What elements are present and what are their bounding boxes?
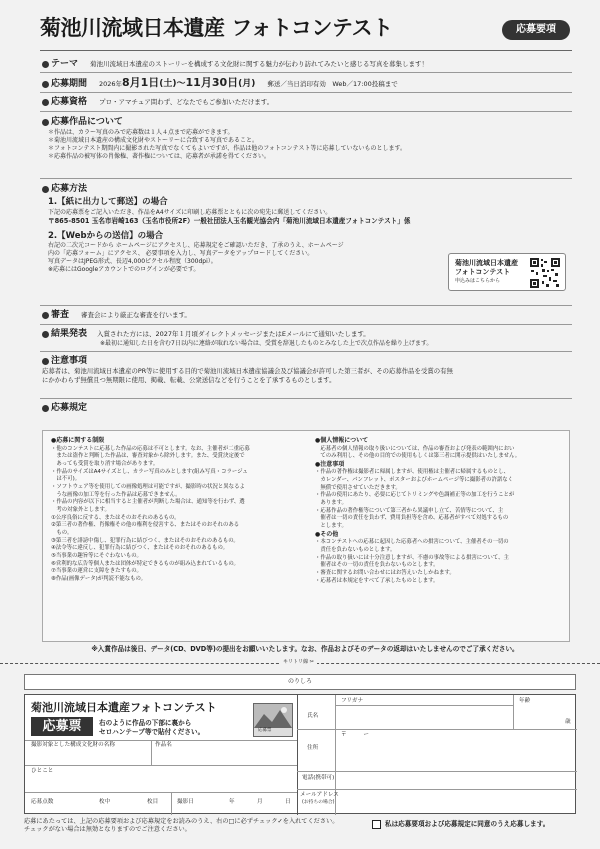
attach-example-image: [253, 703, 293, 737]
rules-right-column: [315, 437, 565, 585]
rule-line: ②第三者の著作権、肖像権その他の権利を侵害する、またはそのおそれのある: [51, 522, 240, 529]
rule-line: ⑧作品(画像データ)が判読不能なもの。: [51, 575, 147, 582]
divider: [40, 398, 572, 399]
theme-row: [42, 58, 570, 70]
rules-label: 応募規定: [51, 403, 88, 413]
name-label: 氏名: [307, 713, 319, 719]
data-submission-notice: ※入賞作品は後日、データ(CD、DVD等)の提出をお願いいたします。なお、作品およびそのデータの返却はいたしませんのでご了承ください。: [91, 645, 519, 653]
rule-line: ①公序良俗に反する、またはそのおそれのあるもの。: [51, 514, 180, 521]
email-field[interactable]: [337, 791, 575, 813]
photo-example-icon: [254, 704, 292, 728]
bullet-icon: [42, 99, 49, 106]
period-end-date: 11月30日: [185, 76, 239, 89]
scissors-icon: ✂: [309, 659, 314, 665]
cut-line-label: [280, 659, 317, 666]
count-sheet-label: 枚目: [147, 799, 159, 805]
name-field[interactable]: [337, 707, 511, 727]
age-unit: 歳: [565, 719, 571, 725]
web-heading: 2.【Webからの送信】の場合: [48, 230, 164, 241]
comment-label: ひとこと: [31, 768, 54, 774]
address-field[interactable]: [337, 741, 575, 769]
divider: [25, 765, 297, 766]
count-label: 応募点数: [31, 799, 54, 805]
results-label: 結果発表: [51, 329, 88, 339]
method-label: 応募方法: [51, 184, 88, 194]
bullet-icon: [42, 81, 49, 88]
divider: [297, 771, 577, 772]
qr-card[interactable]: [448, 253, 566, 291]
furigana-label: フリガナ: [341, 698, 364, 704]
rules-heading-row: [42, 402, 570, 414]
works-label: 応募作品について: [51, 117, 123, 127]
cautions-label: 注意事項: [51, 356, 88, 366]
rule-line: もの。: [51, 529, 73, 536]
judging-text: 審査会により厳正な審査を行います。: [80, 311, 191, 319]
page-title: 菊池川流域日本遺産 フォトコンテスト: [40, 16, 393, 40]
rule-line: カレンダー、パンフレット、ポスターおよびホームページ等に撮影者の許諾なく: [315, 477, 514, 484]
qr-subtitle: フォトコンテスト: [455, 268, 511, 277]
divider: [40, 111, 572, 112]
cautions-section: [42, 355, 570, 384]
results-text: 入賞された方には、2027年１月頃ダイレクトメッセージまたはEメールにて通知いたします。: [97, 330, 370, 338]
rule-line: ・本コンテストへの応募に起因した応募者への損害について、主催者その一切の: [315, 539, 509, 546]
subject-label: 撮影対象とした構成文化財の名称: [31, 742, 115, 748]
rule-line: 催者はその一切の責任を負わないものとします。: [315, 562, 439, 569]
cut-label-text: キリトリ線: [283, 659, 309, 665]
paper-line: 下記の応募票をご記入いただき、作品をA4サイズに印刷し応募票とともに次の宛先に郵送してください。: [48, 208, 332, 216]
rules-left-column: [51, 437, 309, 584]
qr-note: 申込みはこちらから: [455, 277, 501, 284]
qr-card-text: [455, 259, 518, 285]
bullet-icon: [42, 312, 49, 319]
theme-label: テーマ: [51, 59, 79, 69]
work-name-label: 作品名: [155, 742, 172, 748]
divider: [297, 729, 577, 730]
rule-line: てのみ利用し、その他の目的での使用もしくは第三者に開示提供はいたしません。: [315, 453, 521, 460]
rules-left-heading: ●応募に関する制限: [51, 437, 105, 444]
work-name-field[interactable]: [160, 744, 295, 762]
bullet-icon: [42, 405, 49, 412]
footer-line: チェックがない場合は無効となりますのでご注意ください。: [24, 826, 191, 834]
example-stamp-label: 応募票: [258, 727, 272, 733]
rule-line: ・作品の内容が以下に相当すると主催者が判断した場合は、通知等を行わず、選: [51, 499, 245, 506]
mailing-address: 〒865-8501 玉名市岩崎163（玉名市役所2F）一般社団法人玉名観光協会内「菊池川流域日本遺産フォトコンテスト」係: [48, 216, 411, 225]
paper-heading: 1.【紙に出力して郵送】の場合: [48, 197, 168, 208]
eligibility-label: 応募資格: [51, 97, 88, 107]
period-start-date: 8月1日: [121, 76, 160, 89]
period-year: 2026年: [98, 80, 122, 88]
rule-line: ・作品の取り扱いには十分注意しますが、不慮の事故等による損害について、主: [315, 554, 509, 561]
age-label: 年齢: [519, 698, 531, 704]
rule-line: または盗作と判断した作品は、審査対象から除外します。また、受賞決定後で: [51, 453, 245, 460]
bullet-icon: [42, 119, 49, 126]
rule-line: 考の対象外とします。: [51, 506, 110, 513]
subject-field[interactable]: [29, 751, 149, 763]
agree-checkbox[interactable]: [372, 820, 381, 829]
theme-text: 菊池川流域日本遺産のストーリーを構成する文化財に関する魅力が伝わり訪れてみたいと感じる写真を募集します！: [89, 60, 428, 68]
bullet-icon: [42, 61, 49, 68]
address-label: 住所: [307, 745, 319, 751]
form-title: 菊池川流域日本遺産フォトコンテスト: [31, 701, 217, 714]
rule-line: ⑥営利的な広告等個人または団体が特定できるものが組み込まれているもの。: [51, 560, 239, 567]
results-note: ※最初に通知した日を含む7日以内に連絡が取れない場合は、受賞を辞退したものとみなした上で次点作品を繰り上げます。: [100, 340, 433, 348]
period-start-day: (土)〜: [159, 79, 186, 89]
rule-line: ・応募作品の著作権等について第三者から異議申し立て、苦情等について、主: [315, 507, 504, 514]
eligibility-row: [42, 96, 570, 108]
rule-line: ・ソフトウェア等を使用しての画像処理は可能ですが、撮影時の状況と異なるよ: [51, 483, 245, 490]
rule-line: ④法令等に違反し、犯罪行為に結びつく、またはそのおそれのあるもの。: [51, 545, 229, 552]
eligibility-text: プロ・アマチュア問わず、どなたでもご参加いただけます。: [98, 98, 274, 106]
other-heading: ●その他: [315, 530, 339, 538]
works-item: ＊作品は、カラー写真のみで応募数は１人４点まで応募ができます。: [48, 129, 234, 137]
divider: [40, 324, 572, 325]
instruction-line: 右のように作品の下部に裏から: [99, 719, 192, 727]
rule-line: とします。: [315, 523, 347, 530]
rule-line: あっても受賞を取り消す場合があります。: [51, 460, 159, 467]
email-sub-label: (お持ちの場合): [302, 800, 335, 805]
works-section: [42, 116, 570, 162]
period-note: 郵送／当日消印有効 Web／17:00投稿まで: [267, 80, 398, 88]
divider: [171, 792, 172, 815]
web-line: 内の「応募フォーム」にアクセス、 必要事項を入力し、写真データをアップロードしてください。: [48, 250, 314, 258]
divider: [25, 792, 297, 793]
rule-line: ・作品の著作権は撮影者に帰属しますが、使用権は主催者に帰属するものとし、: [315, 469, 510, 476]
divider: [40, 305, 572, 306]
guidelines-badge: 応募要項: [502, 20, 570, 40]
phone-label: 電話(携帯可): [302, 775, 335, 781]
divider: [40, 178, 572, 179]
rule-line: 催者は一切の責任を負わず、費用負担等を含め、応募者がすべて対処するもの: [315, 515, 509, 522]
form-instructions: [99, 719, 204, 736]
rule-line: ・審査に関するお問い合わせにはお答えいたしかねます。: [315, 569, 455, 576]
header: [40, 14, 570, 44]
divider: [40, 92, 572, 93]
comment-field[interactable]: [29, 775, 295, 790]
notes-heading: ●注意事項: [315, 460, 345, 468]
bullet-icon: [42, 331, 49, 338]
rule-line: ・作品のサイズはA4サイズとし、カラー写真のみとします(組み写真・コラージュ: [51, 468, 248, 475]
rule-line: ・他のコンテストに応募した作品の応募は不可とします。なお、主催者が二重応募: [51, 445, 250, 452]
phone-field[interactable]: [337, 773, 575, 787]
form-app-label: 応募票: [31, 717, 93, 736]
instruction-line: セロハンテープ等で貼付ください。: [99, 727, 205, 736]
rule-line: ・応募者は本規定をすべて了承したものとします。: [315, 577, 439, 584]
rule-line: ③第三者を誹謗中傷し、犯罪行為に結びつく、またはそのおそれのあるもの。: [51, 537, 239, 544]
web-line: ※応募にはGoogleアカウントでのログインが必要です。: [48, 266, 200, 274]
date-year: 年: [229, 799, 235, 805]
web-line: 右記の二次元コードから ホームページにアクセスし、応募規定をご確認いただき、了承のうえ、ホームページ: [48, 242, 344, 250]
rule-line: 応募者の個人情報の取り扱いについては、作品の審査および発表の範囲内におい: [315, 445, 515, 452]
form-column-divider: [297, 695, 298, 815]
count-of-label: 枚中: [99, 799, 111, 805]
divider: [297, 789, 577, 790]
bullet-icon: [42, 358, 49, 365]
bullet-icon: [42, 186, 49, 193]
divider: [40, 351, 572, 352]
rule-line: 責任を負わないものとします。: [315, 546, 396, 553]
application-form: [24, 694, 576, 814]
date-month: 月: [257, 799, 263, 805]
agree-label: 私は応募要項および応募規定に同意のうえ応募します。: [385, 820, 550, 828]
judging-label: 審査: [51, 310, 70, 320]
date-day: 日: [285, 799, 291, 805]
email-label: メールアドレス: [300, 792, 339, 798]
rule-line: あります。: [315, 500, 347, 507]
works-item: ＊菊池川流域日本遺産の構成文化財やストーリーに合致する写真であること。: [48, 137, 259, 145]
date-label: 撮影日: [177, 799, 194, 805]
works-item: ＊応募作品の被写体の肖像権、著作権については、応募者が承諾を得てください。: [48, 153, 270, 161]
cautions-line: にかかわらず無償且つ無期限に使用、掲載、転載、公衆送信などを行うことを了承するものとします。: [42, 375, 336, 384]
divider: [513, 695, 514, 729]
divider: [40, 72, 572, 73]
cautions-line: 応募者は、菊池川流域日本遺産のPR等に使用する目的で菊池川流域日本遺産協議会及び協議会が許可した第三者が、その応募作品を受賞の有無: [42, 367, 453, 376]
header-divider: [40, 50, 572, 51]
period-end-day: (月): [238, 79, 256, 89]
rule-line: ・作品の使用にあたり、必要に応じてトリミングや色調補正等の加工を行うことが: [315, 492, 515, 499]
rule-line: ⑦当事業の運営に支障をきたすもの。: [51, 568, 142, 575]
postal-code: 〒 ー: [341, 732, 369, 738]
qr-title: 菊池川流域日本遺産: [455, 259, 518, 267]
period-row: [42, 76, 570, 91]
footer-line: 応募にあたっては、上記の応募要項および応募規定をお読みのうえ、右の□に必ずチェック✓を入れてください。: [24, 818, 339, 825]
rule-line: ⑤当事業の趣旨等にそぐわないもの。: [51, 552, 142, 559]
rule-line: うな画像の加工等を行った作品は応募できません。: [51, 491, 181, 498]
works-item: ＊フォトコンテスト期間内に撮影された写真でなくてもよいですが、作品は他のフォトコンテスト等に応募していないものとします。: [48, 145, 406, 153]
rules-box: [42, 430, 570, 642]
divider: [151, 740, 152, 765]
period-label: 応募期間: [51, 79, 88, 89]
rule-line: は不可)。: [51, 476, 81, 483]
results-section: [42, 328, 570, 348]
judging-row: [42, 309, 570, 321]
web-line: 写真データはJPEG形式、長辺4,000ピクセル程度（300dpi）。: [48, 258, 217, 266]
qr-code-icon[interactable]: [529, 257, 561, 289]
rule-line: 無償で使用させていただきます。: [315, 484, 401, 491]
privacy-heading: ●個人情報について: [315, 437, 369, 444]
glue-margin: のりしろ: [24, 674, 576, 690]
divider: [335, 705, 513, 706]
divider: [25, 740, 297, 741]
